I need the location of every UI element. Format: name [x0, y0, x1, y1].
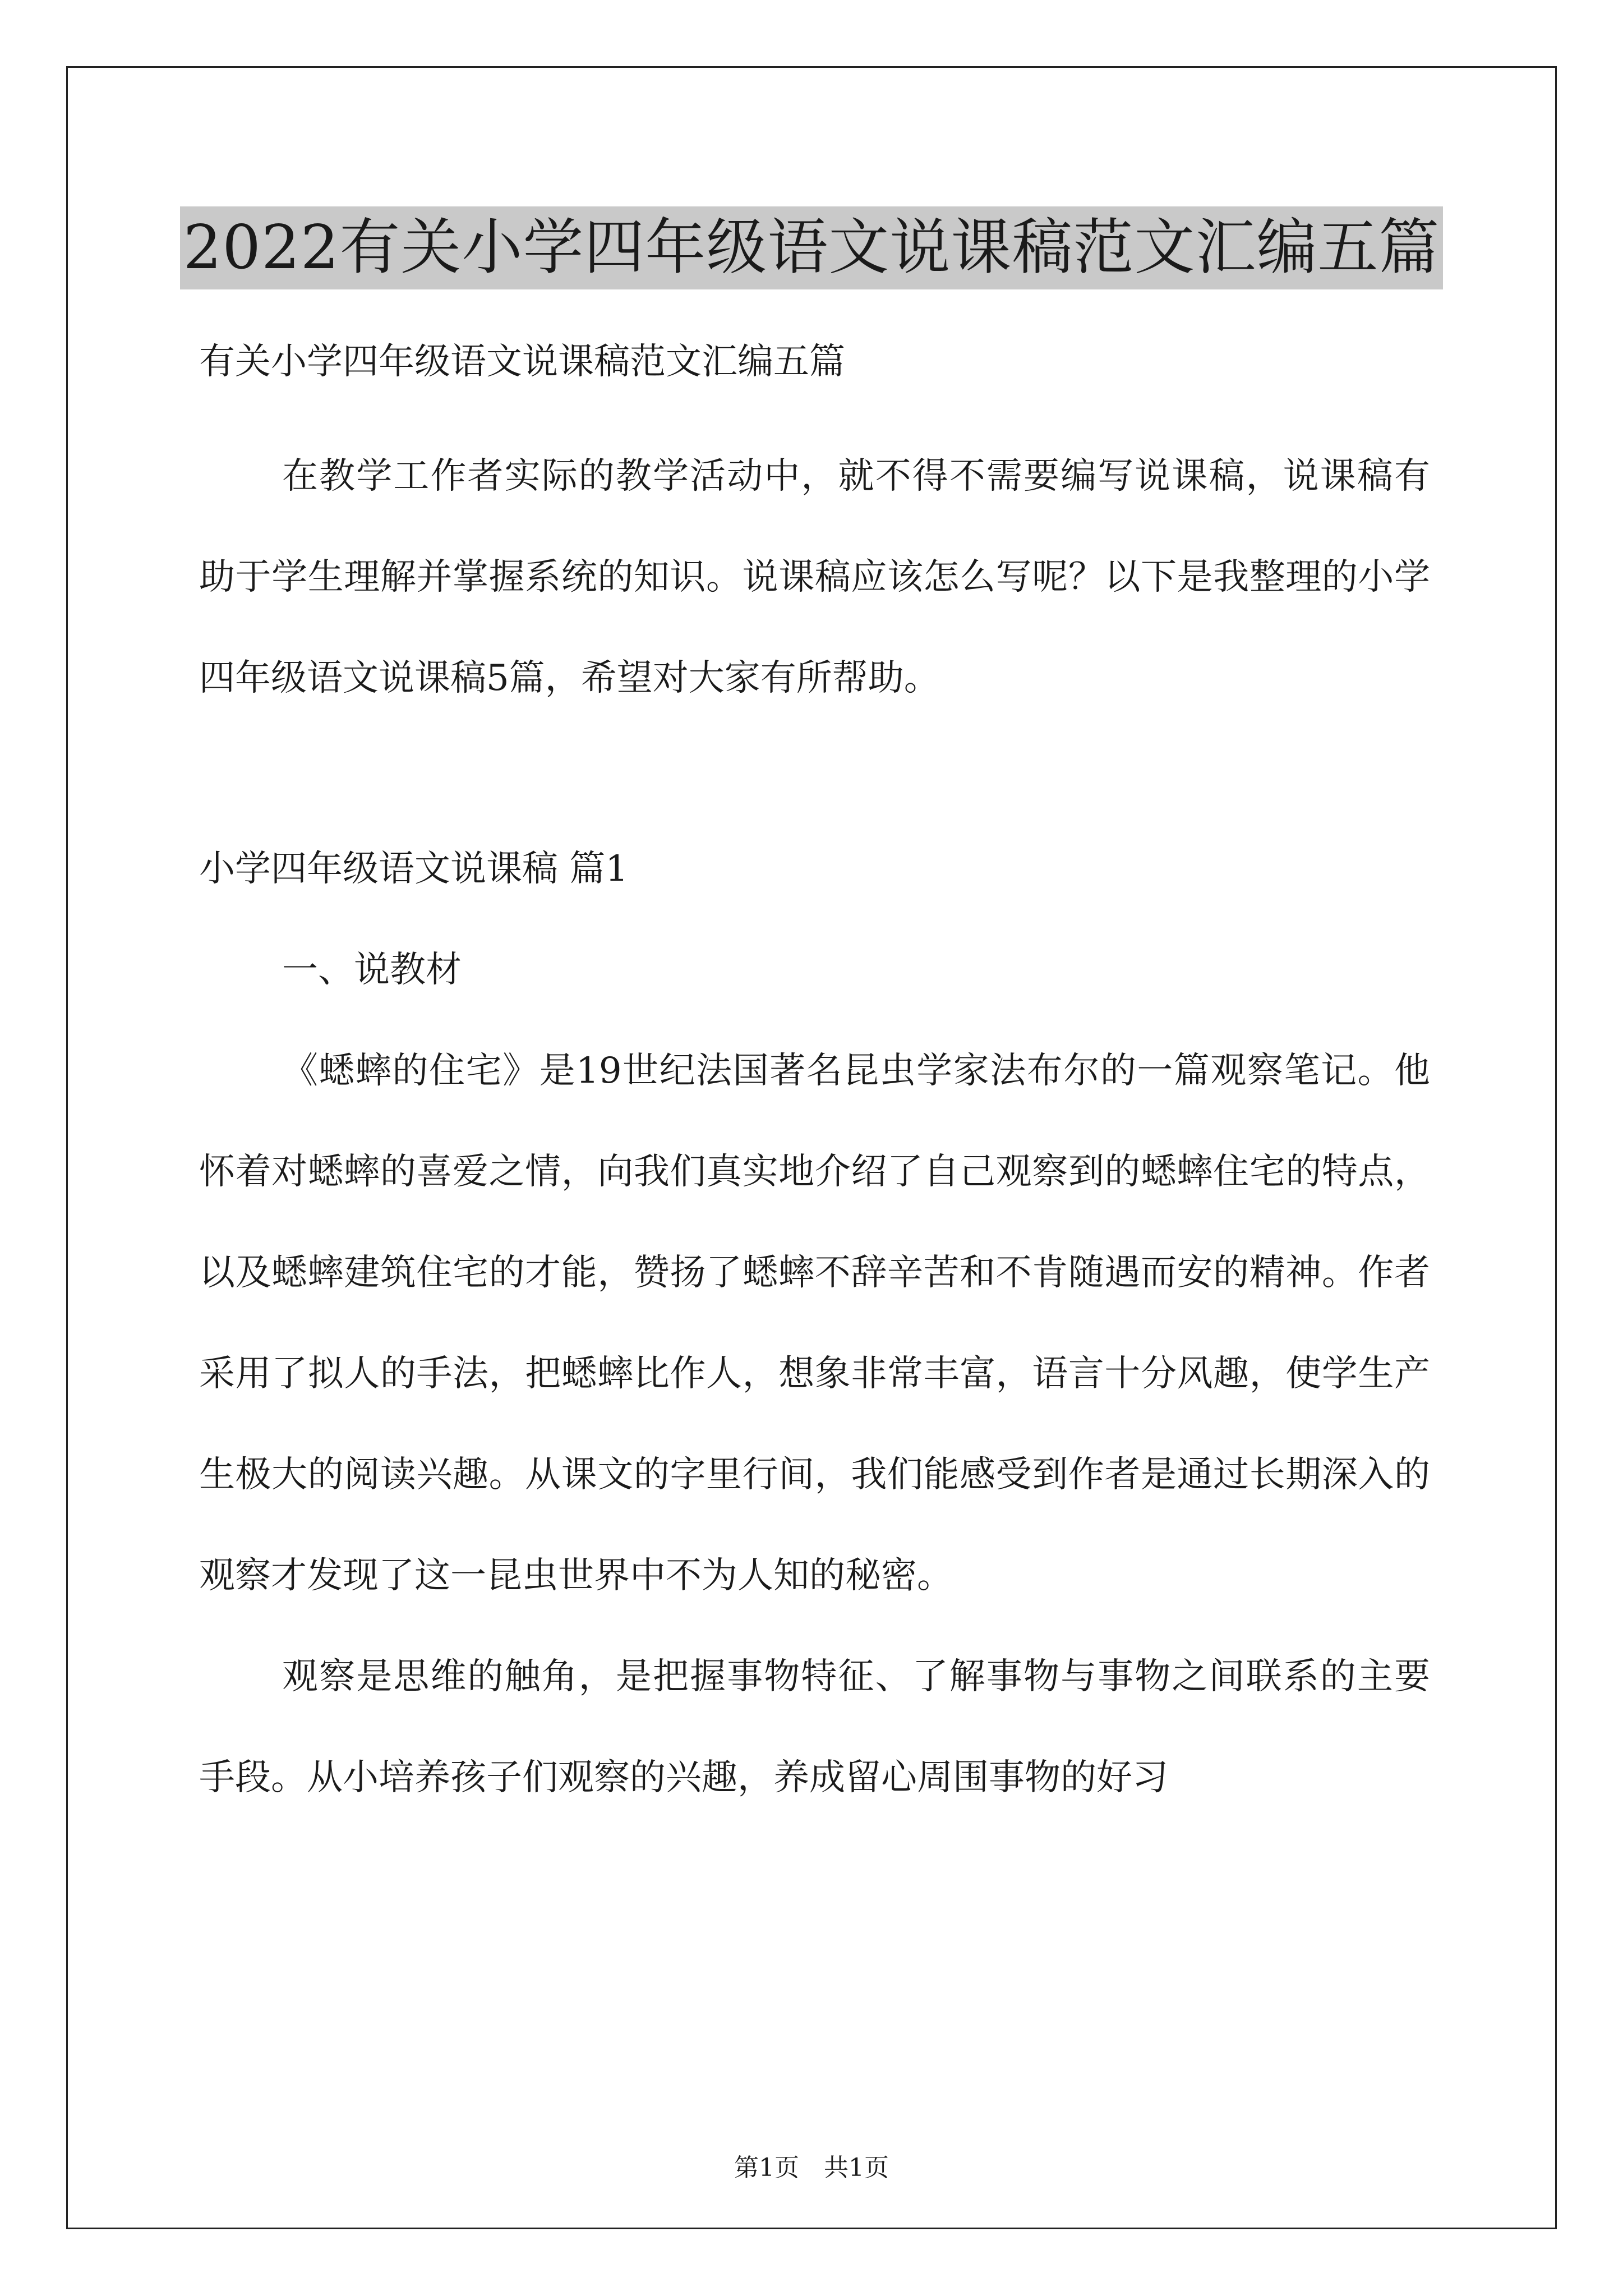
subsection-heading: 一、说教材	[282, 949, 462, 991]
document-subtitle: 有关小学四年级语文说课稿范文汇编五篇	[199, 341, 845, 383]
body-paragraph-1: 《蟋蟀的住宅》是19世纪法国著名昆虫学家法布尔的一篇观察笔记。他怀着对蟋蟀的喜爱之情，向我们真实地介绍了自己观察到的蟋蟀住宅的特点，以及蟋蟀建筑住宅的才能，赞扬了蟋蟀不辞辛苦和不肯随遇而安的精神。作者采用了拟人的手法，把蟋蟀比作人，想象非常丰富，语言十分风趣，使学生产生极大的阅读兴趣。从课文的字里行间，我们能感受到作者是通过长期深入的观察才发现了这一昆虫世界中不为人知的秘密。	[199, 1050, 1430, 1596]
page-footer: 第1页 共1页	[734, 2154, 889, 2182]
document-title-container	[0, 206, 1623, 289]
section-heading: 小学四年级语文说课稿 篇1	[199, 848, 629, 890]
document-title: 2022有关小学四年级语文说课稿范文汇编五篇	[180, 206, 1444, 289]
document-body	[199, 311, 1430, 1828]
body-paragraph-2: 观察是思维的触角，是把握事物特征、了解事物与事物之间联系的主要手段。从小培养孩子们观察的兴趣，养成留心周围事物的好习	[199, 1656, 1430, 1798]
intro-paragraph: 在教学工作者实际的教学活动中，就不得不需要编写说课稿，说课稿有助于学生理解并掌握系统的知识。说课稿应该怎么写呢？以下是我整理的小学四年级语文说课稿5篇，希望对大家有所帮助。	[199, 455, 1430, 699]
